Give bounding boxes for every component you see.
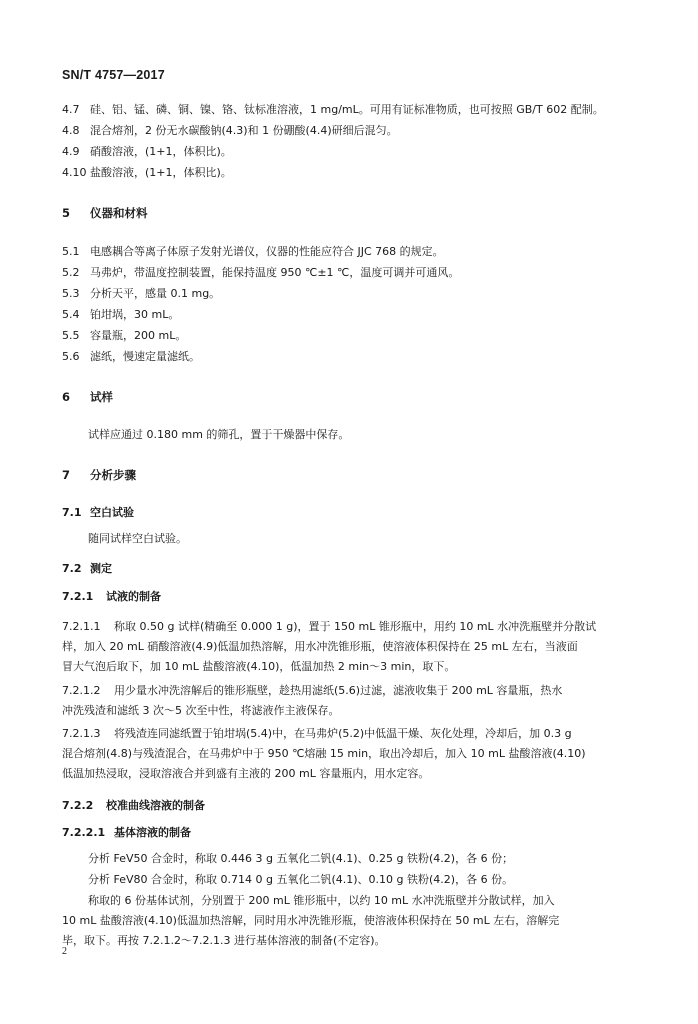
item-5-3: 5.3 分析天平，感量 0.1 mg。 xyxy=(62,287,221,300)
section-7-2-2-heading: 7.2.2 校准曲线溶液的制备 xyxy=(62,799,205,812)
item-4-9: 4.9 硝酸溶液，(1+1，体积比)。 xyxy=(62,145,232,158)
item-4-8: 4.8 混合熔剂，2 份无水碳酸钠(4.3)和 1 份硼酸(4.4)研细后混匀。 xyxy=(62,124,398,137)
para-7-2-2-1-line-3: 称取的 6 份基体试剂，分别置于 200 mL 锥形瓶中，以约 10 mL 水冲洗瓶壁并分散试样，加入 xyxy=(88,894,555,907)
para-7-2-1-1-line-2: 样，加入 20 mL 硝酸溶液(4.9)低温加热溶解，用水冲洗锥形瓶，使溶液体积保持在 25 mL 左右，当液面 xyxy=(62,640,578,653)
para-7-2-2-1-line-1: 分析 FeV50 合金时，称取 0.446 3 g 五氧化二钒(4.1)、0.25 g 铁粉(4.2)，各 6 份； xyxy=(88,852,514,865)
para-7-2-1-1-line-1: 7.2.1.1 称取 0.50 g 试样(精确至 0.000 1 g)，置于 150 mL 锥形瓶中，用约 10 mL 水冲洗瓶壁并分散试 xyxy=(62,620,597,633)
para-7-2-2-1-line-2: 分析 FeV80 合金时，称取 0.714 0 g 五氧化二钒(4.1)、0.10 g 铁粉(4.2)，各 6 份。 xyxy=(88,873,514,886)
item-4-7: 4.7 硅、铝、锰、磷、铜、镍、铬、钛标准溶液，1 mg/mL。可用有证标准物质，也可按照 GB/T 602 配制。 xyxy=(62,103,604,116)
section-6-text: 试样应通过 0.180 mm 的筛孔，置于干燥器中保存。 xyxy=(88,428,350,441)
item-5-5: 5.5 容量瓶，200 mL。 xyxy=(62,329,187,342)
para-7-2-1-1-line-3: 冒大气泡后取下，加 10 mL 盐酸溶液(4.10)，低温加热 2 min～3 min，取下。 xyxy=(62,660,456,673)
para-7-2-2-1-line-4: 10 mL 盐酸溶液(4.10)低温加热溶解，同时用水冲洗锥形瓶，使溶液体积保持在 50 mL 左右，溶解完 xyxy=(62,914,560,927)
section-7-2-1-heading: 7.2.1 试液的制备 xyxy=(62,590,161,603)
item-5-1: 5.1 电感耦合等离子体原子发射光谱仪，仪器的性能应符合 JJC 768 的规定。 xyxy=(62,245,444,258)
para-7-2-1-3-line-3: 低温加热浸取，浸取溶液合并到盛有主液的 200 mL 容量瓶内，用水定容。 xyxy=(62,767,430,780)
section-5-heading: 5 仪器和材料 xyxy=(62,206,148,220)
item-5-2: 5.2 马弗炉，带温度控制装置，能保持温度 950 ℃±1 ℃，温度可调并可通风。 xyxy=(62,266,460,279)
para-7-2-1-3-line-2: 混合熔剂(4.8)与残渣混合，在马弗炉中于 950 ℃熔融 15 min，取出冷却后，加入 10 mL 盐酸溶液(4.10) xyxy=(62,747,586,760)
section-7-1-text: 随同试样空白试验。 xyxy=(88,532,187,545)
section-6-heading: 6 试样 xyxy=(62,390,113,404)
para-7-2-1-2-line-2: 冲洗残渣和滤纸 3 次～5 次至中性，将滤液作主液保存。 xyxy=(62,704,340,717)
section-7-2-2-1-heading: 7.2.2.1 基体溶液的制备 xyxy=(62,826,191,839)
para-7-2-2-1-line-5: 毕，取下。再按 7.2.1.2～7.2.1.3 进行基体溶液的制备(不定容)。 xyxy=(62,934,386,947)
para-7-2-1-3-line-1: 7.2.1.3 将残渣连同滤纸置于铂坩埚(5.4)中，在马弗炉(5.2)中低温干燥、灰化处理，冷却后，加 0.3 g xyxy=(62,727,572,740)
item-5-6: 5.6 滤纸，慢速定量滤纸。 xyxy=(62,350,200,363)
section-7-heading: 7 分析步骤 xyxy=(62,468,136,482)
item-4-10: 4.10 盐酸溶液，(1+1，体积比)。 xyxy=(62,166,232,179)
para-7-2-1-2-line-1: 7.2.1.2 用少量水冲洗溶解后的锥形瓶壁，趁热用滤纸(5.6)过滤，滤液收集于 200 mL 容量瓶，热水 xyxy=(62,684,563,697)
section-7-1-heading: 7.1 空白试验 xyxy=(62,506,134,519)
section-7-2-heading: 7.2 测定 xyxy=(62,562,112,575)
standard-header: SN/T 4757—2017 xyxy=(62,68,165,82)
item-5-4: 5.4 铂坩埚，30 mL。 xyxy=(62,308,180,321)
page-number: 2 xyxy=(62,946,67,957)
